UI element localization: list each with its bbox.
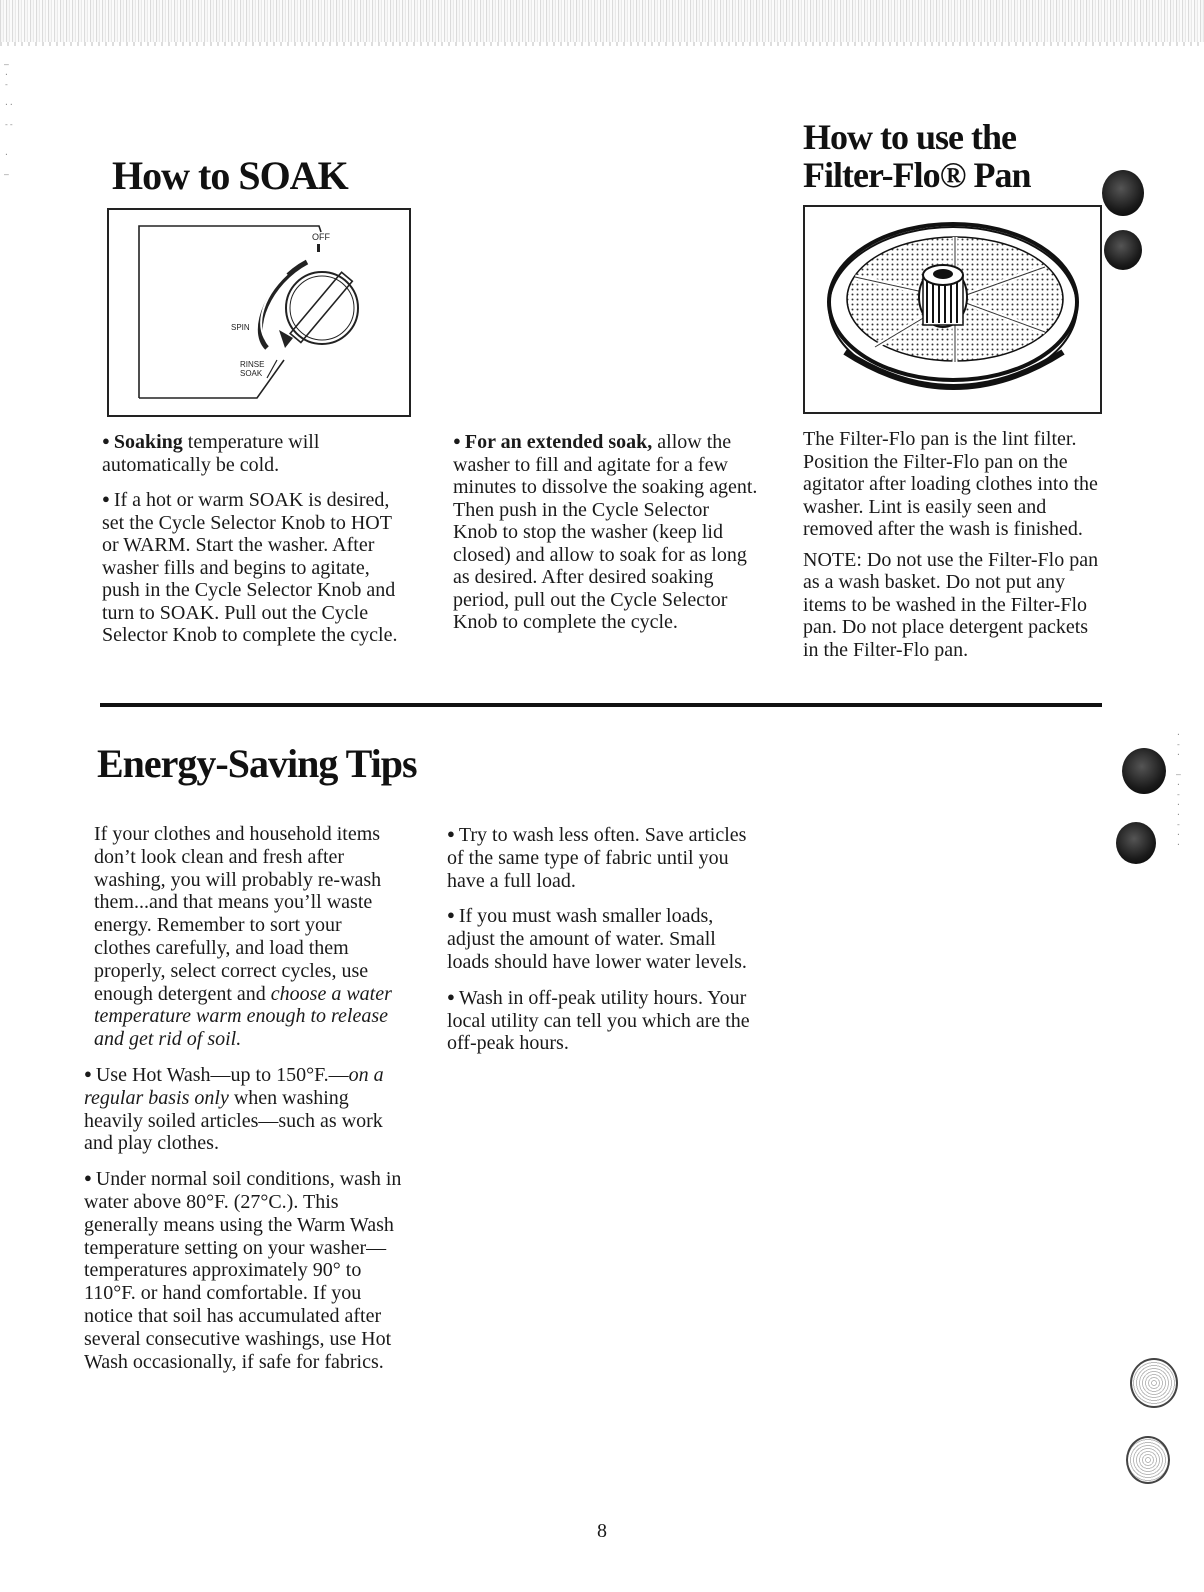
dial-off-label: OFF [312, 232, 330, 242]
dial-rinse-label: RINSE [240, 360, 265, 369]
bullet-icon: ● [447, 907, 455, 923]
page-number: 8 [597, 1520, 607, 1542]
energy-title: Energy-Saving Tips [97, 741, 417, 786]
cycle-dial-figure [107, 208, 411, 417]
bullet-icon: ● [84, 1065, 92, 1081]
binder-hole-5 [1130, 1358, 1178, 1408]
bullet-icon: ● [447, 988, 455, 1004]
bullet-icon: ● [102, 491, 110, 506]
binder-hole-1 [1102, 170, 1144, 216]
cycle-dial-drawing [109, 210, 409, 415]
filter-pan-figure [803, 205, 1102, 414]
soak-bullet-extended: ● For an extended soak, allow the washer to fill and agitate for a few minutes to dissolve the soaking agent. Then push in the Cycle Selector Knob to stop the washer (keep lid closed) and allow to soak for as long as desired. After desired soaking period, pull out the Cycle Selector Knob to complete the cycle. [453, 431, 758, 633]
energy-intro: If your clothes and household items don’t look clean and fresh after washing, you will probably re-wash them...and that means you’ll waste energy. Remember to sort your clothes carefully, and load them properly, select correct cycles, use enough detergent and choose a water temperature warm enough to release and get rid of soil. [94, 823, 392, 1051]
soak-col2-text [453, 430, 758, 646]
dial-soak-label: SOAK [240, 369, 263, 378]
energy-tip-off-peak: ● Wash in off-peak utility hours. Your local utility can tell you which are the off-peak hours. [447, 986, 750, 1055]
right-edge-marks: · ‐ · — · ‐ · · ‐ · · [1176, 730, 1181, 849]
binder-hole-2 [1104, 230, 1142, 270]
energy-col2-text [447, 823, 753, 1067]
left-edge-marks: — · ‐ ·· ‐‐ · — [4, 60, 14, 179]
soak-title: How to SOAK [112, 153, 348, 198]
binder-hole-6 [1126, 1436, 1170, 1484]
energy-tip-hot-wash: ● Use Hot Wash—up to 150°F.—on a regular basis only when washing heavily soiled articles—such as work and play clothes. [84, 1063, 384, 1155]
energy-tip-wash-less: ● Try to wash less often. Save articles of the same type of fabric until you have a full load. [447, 824, 747, 892]
scan-noise-top [0, 0, 1204, 42]
scan-noise-line [0, 42, 1204, 46]
filter-para1: The Filter-Flo pan is the lint filter. Position the Filter-Flo pan on the agitator after loading clothes into the washer. Lint is easily seen and removed after the wash is finished. [803, 428, 1098, 540]
filter-title: How to use the Filter-Flo® Pan [803, 117, 1031, 195]
filter-note: NOTE: Do not use the Filter-Flo pan as a wash basket. Do not put any items to be washed in the Filter-Flo pan. Do not place detergent packets in the Filter-Flo pan. [803, 548, 1099, 661]
bullet-icon: ● [447, 826, 455, 841]
filter-text [803, 428, 1108, 673]
bullet-icon: ● [84, 1170, 92, 1186]
soak-bullet-soaking: ● Soaking temperature will automatically be cold. [102, 431, 320, 476]
section-divider [100, 703, 1102, 707]
soak-col1-text [102, 430, 412, 659]
energy-col1-text [84, 823, 402, 1385]
filter-pan-drawing [805, 207, 1100, 412]
soak-bullet-hot-warm: ● If a hot or warm SOAK is desired, set the Cycle Selector Knob to HOT or WARM. Start the washer. After washer fills and begins to agitate, push in the Cycle Selector Knob and turn to SOAK. Pull out the Cycle Selector Knob to complete the cycle. [102, 489, 398, 646]
energy-tip-small-loads: ● If you must wash smaller loads, adjust the amount of water. Small loads should have lower water levels. [447, 905, 747, 973]
energy-tip-normal-soil: ● Under normal soil conditions, wash in water above 80°F. (27°C.). This generally means using the Warm Wash temperature setting on your washer—temperatures approximately 90° to 110°F. or hand comfortable. If you notice that soil has accumulated after several consecutive washings, use Hot Wash occasionally, if safe for fabrics. [84, 1168, 402, 1373]
bullet-icon: ● [453, 433, 461, 448]
binder-hole-3 [1122, 748, 1166, 794]
binder-hole-4 [1116, 822, 1156, 864]
dial-spin-label: SPIN [231, 323, 250, 332]
bullet-icon: ● [102, 433, 110, 448]
